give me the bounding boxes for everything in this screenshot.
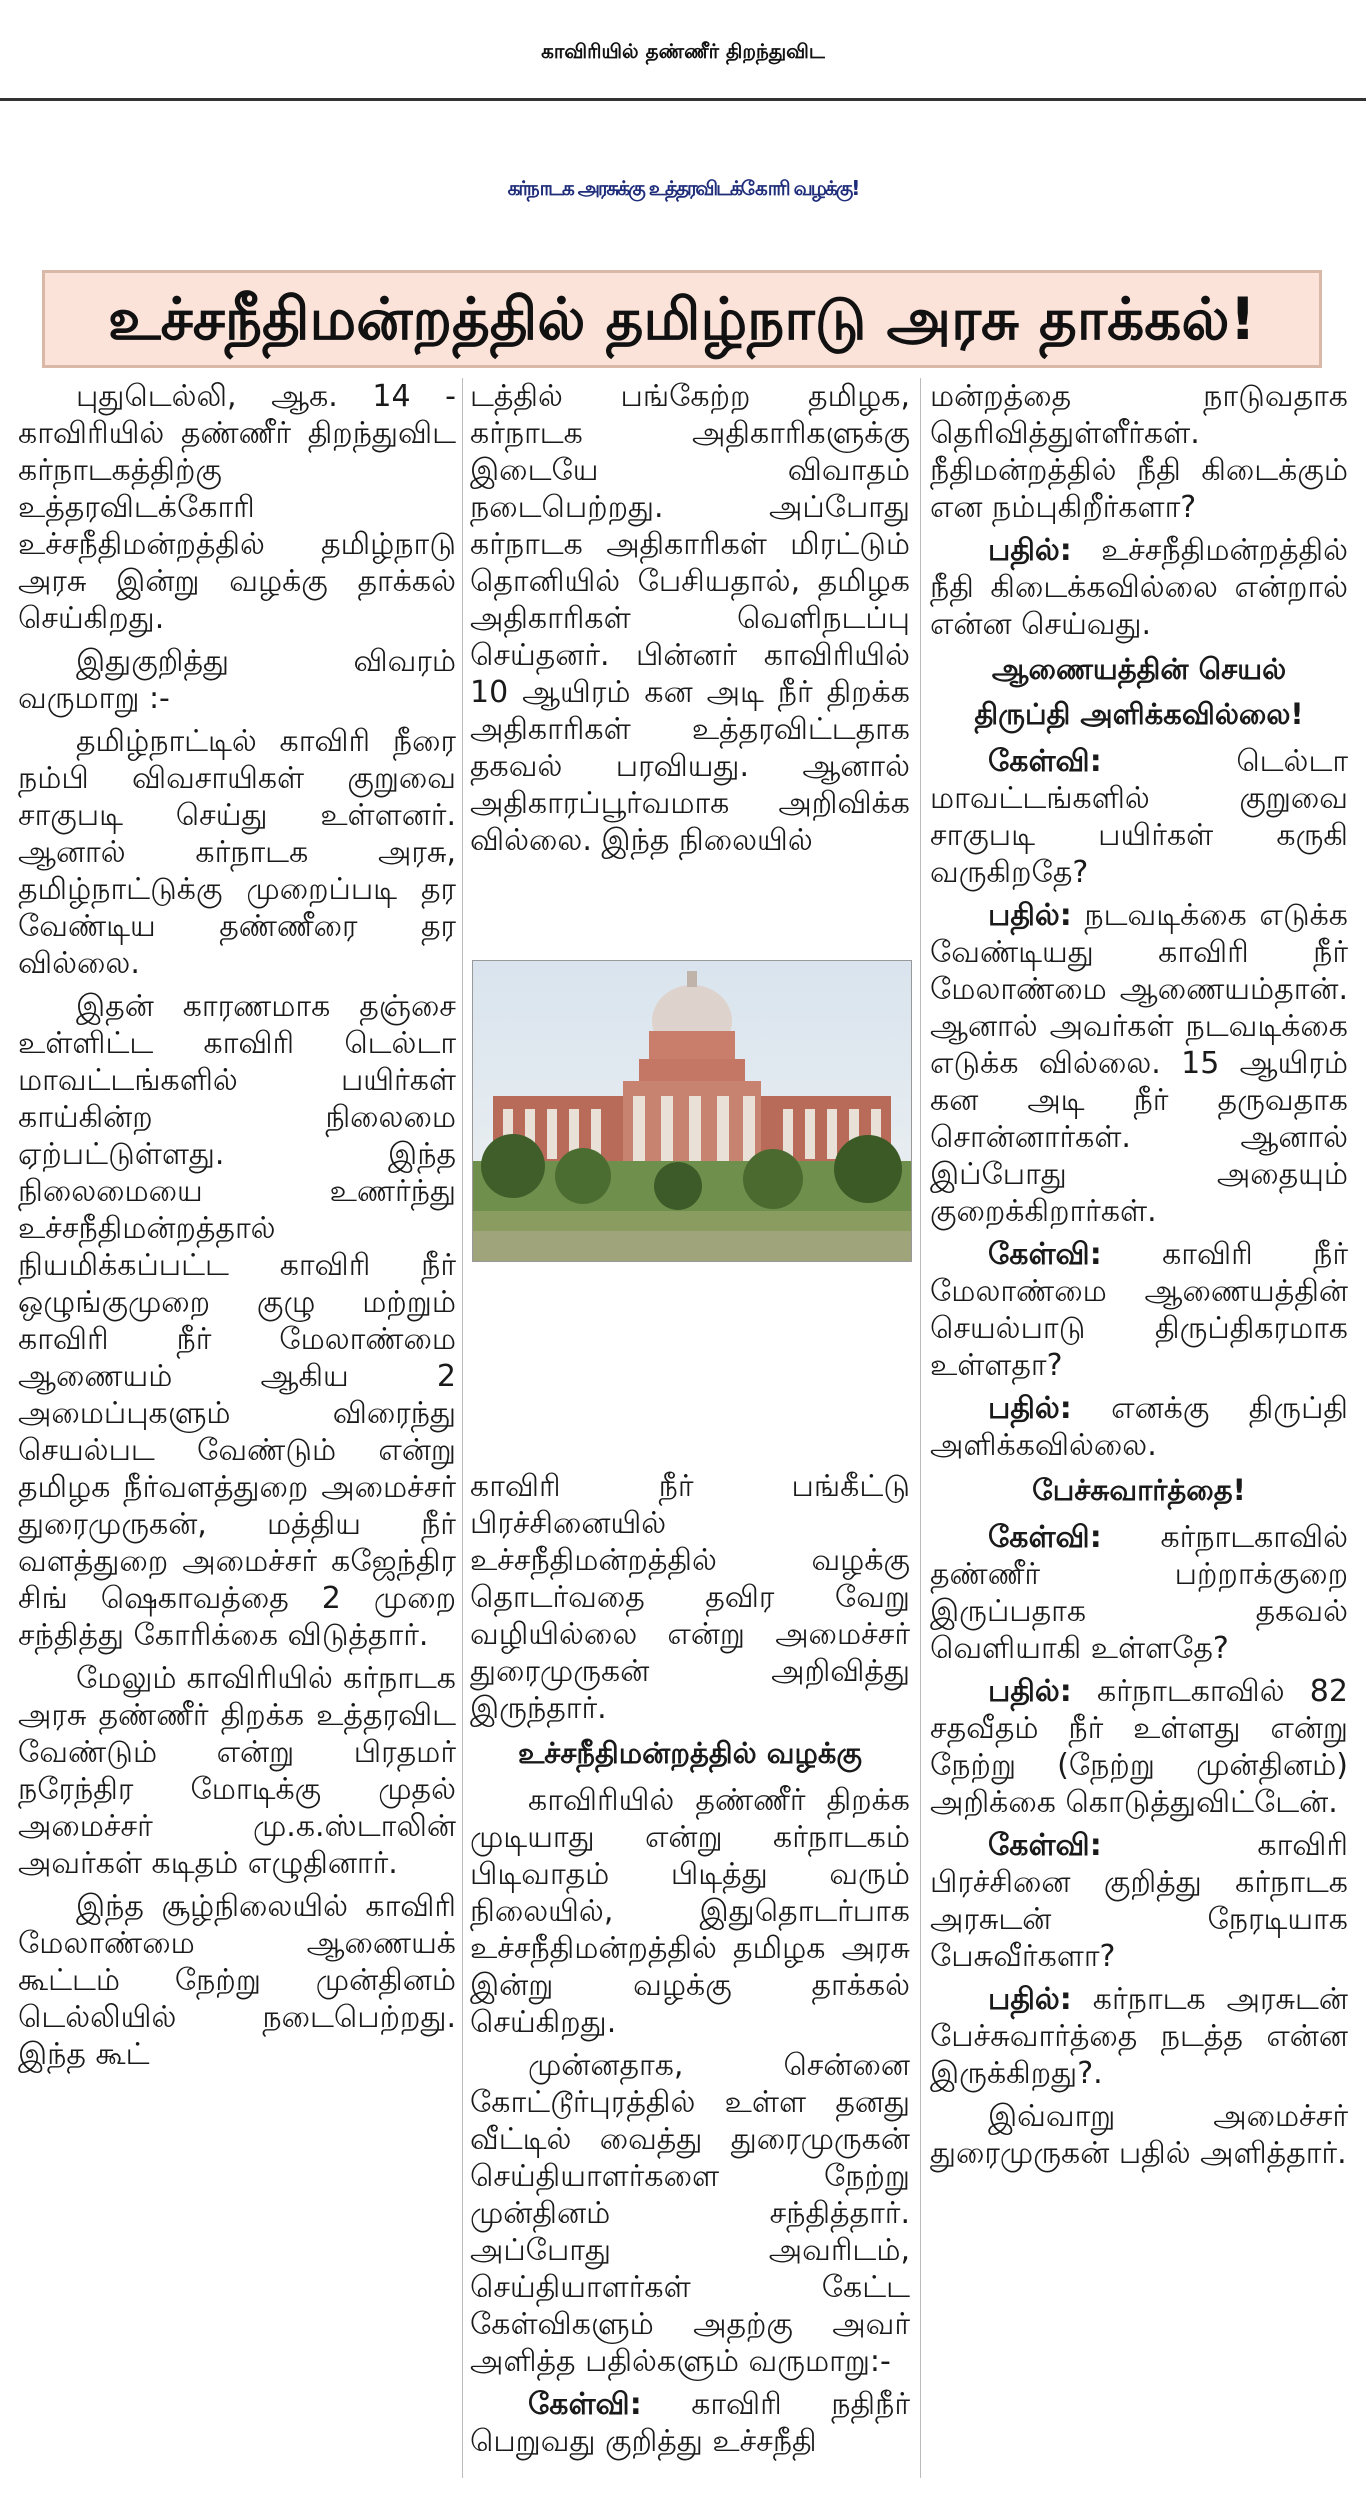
supreme-court-photo: [472, 960, 912, 1262]
answer-text: எனக்கு திருப்தி அளிக்கவில்லை.: [930, 1391, 1348, 1463]
question-text: காவிரி நதிநீர் பெறுவது குறித்து உச்சநீதி: [470, 2387, 910, 2459]
paragraph: டத்தில் பங்கேற்ற தமிழக, கர்நாடக அதிகாரிகளுக்கு இடையே விவாதம் நடைபெற்றது. அப்போது கர்நாடக அதிகாரிகள் மிரட்டும் தொனியில் பேசியதால், தமிழக அதிகாரிகள் வெளிநடப்பு செய்தனர். பின்னர் காவிரியில் 10 ஆயிரம் கன அடி நீர் திறக்க அதிகாரிகள் உத்தரவிட்டதாக தகவல் பரவியது. ஆனால் அதிகாரப்பூர்வமாக அறிவிக்க வில்லை. இந்த நிலையில்: [470, 379, 910, 858]
answer-label: பதில்:: [988, 898, 1072, 933]
paragraph: மன்றத்தை நாடுவதாக தெரிவித்துள்ளீர்கள். நீதிமன்றத்தில் நீதி கிடைக்கும் என நம்புகிறீர்களா?: [930, 379, 1348, 525]
question-label: கேள்வி:: [988, 1237, 1102, 1272]
answer-label: பதில்:: [988, 1674, 1072, 1709]
answer: [930, 532, 1348, 643]
answer-label: பதில்:: [988, 1391, 1072, 1426]
answer: [930, 897, 1348, 1230]
question: [930, 1827, 1348, 1975]
question: [930, 743, 1348, 891]
question: [470, 2386, 910, 2460]
article-column-2: [470, 378, 910, 865]
question-text: காவிரி நீர் மேலாண்மை ஆணையத்தின் செயல்பாடு திருப்திகரமாக உள்ளதா?: [930, 1237, 1348, 1383]
paragraph: மேலும் காவிரியில் கர்நாடக அரசு தண்ணீர் திறக்க உத்தரவிட வேண்டும் என்று பிரதமர் நரேந்திர மோடிக்கு முதல் அமைச்சர் மு.க.ஸ்டாலின் அவர்கள் கடிதம் எழுதினார்.: [18, 1661, 456, 1881]
kicker-headline: காவிரியில் தண்ணீர் திறந்துவிட: [541, 39, 825, 63]
answer: [930, 1673, 1348, 1821]
answer-text: கர்நாடகாவில் 82 சதவீதம் நீர் உள்ளது என்று நேற்று (நேற்று முன்தினம்) அறிக்கை கொடுத்துவிட்டேன்.: [930, 1674, 1348, 1820]
question-text: காவிரி பிரச்சினை குறித்து கர்நாடக அரசுடன் நேரடியாக பேசுவீர்களா?: [930, 1828, 1348, 1974]
answer-text: நடவடிக்கை எடுக்க வேண்டியது காவிரி நீர் மேலாண்மை ஆணையம்தான். ஆனால் அவர்கள் நடவடிக்கை எடுக்க வில்லை. 15 ஆயிரம் கன அடி நீர் தருவதாக சொன்னார்கள். ஆனால் இப்போது அதையும் குறைக்கிறார்கள்.: [930, 898, 1348, 1229]
article-column-1: [18, 378, 456, 2079]
subhead-text: உச்சநீதிமன்றத்தில் தமிழ்நாடு அரசு தாக்கல்!: [108, 285, 1256, 353]
subheading: திருப்தி அளிக்கவில்லை!: [974, 697, 1304, 731]
paragraph: புதுடெல்லி, ஆக. 14 - காவிரியில் தண்ணீர் திறந்துவிட கர்நாடகத்திற்கு உத்தரவிடக்கோரி உச்சநீதிமன்றத்தில் தமிழ்நாடு அரசு இன்று வழக்கு தாக்கல் செய்கிறது.: [18, 379, 456, 636]
question: [930, 1519, 1348, 1667]
article-column-3: [930, 378, 1348, 2178]
paragraph: காவிரி நீர் பங்கீட்டு பிரச்சினையில் உச்சநீதிமன்றத்தில் வழக்கு தொடர்வதை தவிர வேறு வழியில்லை என்று அமைச்சர் துரைமுருகன் அறிவித்து இருந்தார்.: [470, 1469, 910, 1726]
question: [930, 1236, 1348, 1384]
main-headline: கர்நாடக அரசுக்கு உத்தரவிடக்கோரி வழக்கு!: [507, 176, 859, 200]
paragraph: முன்னதாக, சென்னை கோட்டூர்புரத்தில் உள்ள தனது வீட்டில் வைத்து துரைமுருகன் செய்தியாளர்களை நேற்று முன்தினம் சந்தித்தார். அப்போது அவரிடம், செய்தியாளர்கள் கேட்ட கேள்விகளும் அதற்கு அவர் அளித்த பதில்களும் வருமாறு:-: [470, 2048, 910, 2379]
kicker-rule: [0, 98, 1366, 101]
subheading: ஆணையத்தின் செயல்: [991, 652, 1287, 686]
subheading: உச்சநீதிமன்றத்தில் வழக்கு: [517, 1736, 863, 1770]
question-label: கேள்வி:: [988, 1828, 1102, 1863]
answer-text: உச்சநீதிமன்றத்தில் நீதி கிடைக்கவில்லை என்றால் என்ன செய்வது.: [930, 533, 1348, 642]
answer: [930, 1390, 1348, 1464]
subhead-box: [42, 270, 1322, 368]
paragraph: காவிரியில் தண்ணீர் திறக்க முடியாது என்று கர்நாடகம் பிடிவாதம் பிடித்து வரும் நிலையில், இதுதொடர்பாக உச்சநீதிமன்றத்தில் தமிழக அரசு இன்று வழக்கு தாக்கல் செய்கிறது.: [470, 1783, 910, 2040]
paragraph: தமிழ்நாட்டில் காவிரி நீரை நம்பி விவசாயிகள் குறுவை சாகுபடி செய்து உள்ளனர். ஆனால் கர்நாடக அரசு, தமிழ்நாட்டுக்கு முறைப்படி தர வேண்டிய தண்ணீரை தர வில்லை.: [18, 724, 456, 981]
answer: [930, 1981, 1348, 2092]
question-text: கர்நாடகாவில் தண்ணீர் பற்றாக்குறை இருப்பதாக தகவல் வெளியாகி உள்ளதே?: [930, 1520, 1348, 1666]
article-column-2-lower: [470, 1468, 910, 2466]
subheading: பேச்சுவார்த்தை!: [1032, 1473, 1246, 1507]
supreme-court-building-image: [473, 961, 911, 1261]
paragraph: இந்த சூழ்நிலையில் காவிரி மேலாண்மை ஆணையக் கூட்டம் நேற்று முன்தினம் டெல்லியில் நடைபெற்றது. இந்த கூட்: [18, 1889, 456, 2072]
paragraph: இவ்வாறு அமைச்சர் துரைமுருகன் பதில் அளித்தார்.: [930, 2099, 1348, 2171]
answer-label: பதில்:: [988, 1982, 1072, 2017]
answer-label: பதில்:: [988, 533, 1072, 568]
column-divider: [920, 378, 921, 2478]
column-divider: [462, 378, 463, 2478]
question-label: கேள்வி:: [528, 2387, 642, 2422]
paragraph: இதன் காரணமாக தஞ்சை உள்ளிட்ட காவிரி டெல்டா மாவட்டங்களில் பயிர்கள் காய்கின்ற நிலைமை ஏற்பட்டுள்ளது. இந்த நிலைமையை உணர்ந்து உச்சநீதிமன்றத்தால் நியமிக்கப்பட்ட காவிரி நீர் ஒழுங்குமுறை குழு மற்றும் காவிரி நீர் மேலாண்மை ஆணையம் ஆகிய 2 அமைப்புகளும் விரைந்து செயல்பட வேண்டும் என்று தமிழக நீர்வளத்துறை அமைச்சர் துரைமுருகன், மத்திய நீர் வளத்துறை அமைச்சர் கஜேந்திர சிங் ஷெகாவத்தை 2 முறை சந்தித்து கோரிக்கை விடுத்தார்.: [18, 989, 456, 1653]
question-label: கேள்வி:: [988, 744, 1102, 779]
answer-text: கர்நாடக அரசுடன் பேச்சுவார்த்தை நடத்த என்ன இருக்கிறது?.: [930, 1982, 1348, 2091]
paragraph: இதுகுறித்து விவரம் வருமாறு :-: [18, 644, 456, 716]
question-text: டெல்டா மாவட்டங்களில் குறுவை சாகுபடி பயிர்கள் கருகி வருகிறதே?: [930, 744, 1348, 890]
question-label: கேள்வி:: [988, 1520, 1102, 1555]
